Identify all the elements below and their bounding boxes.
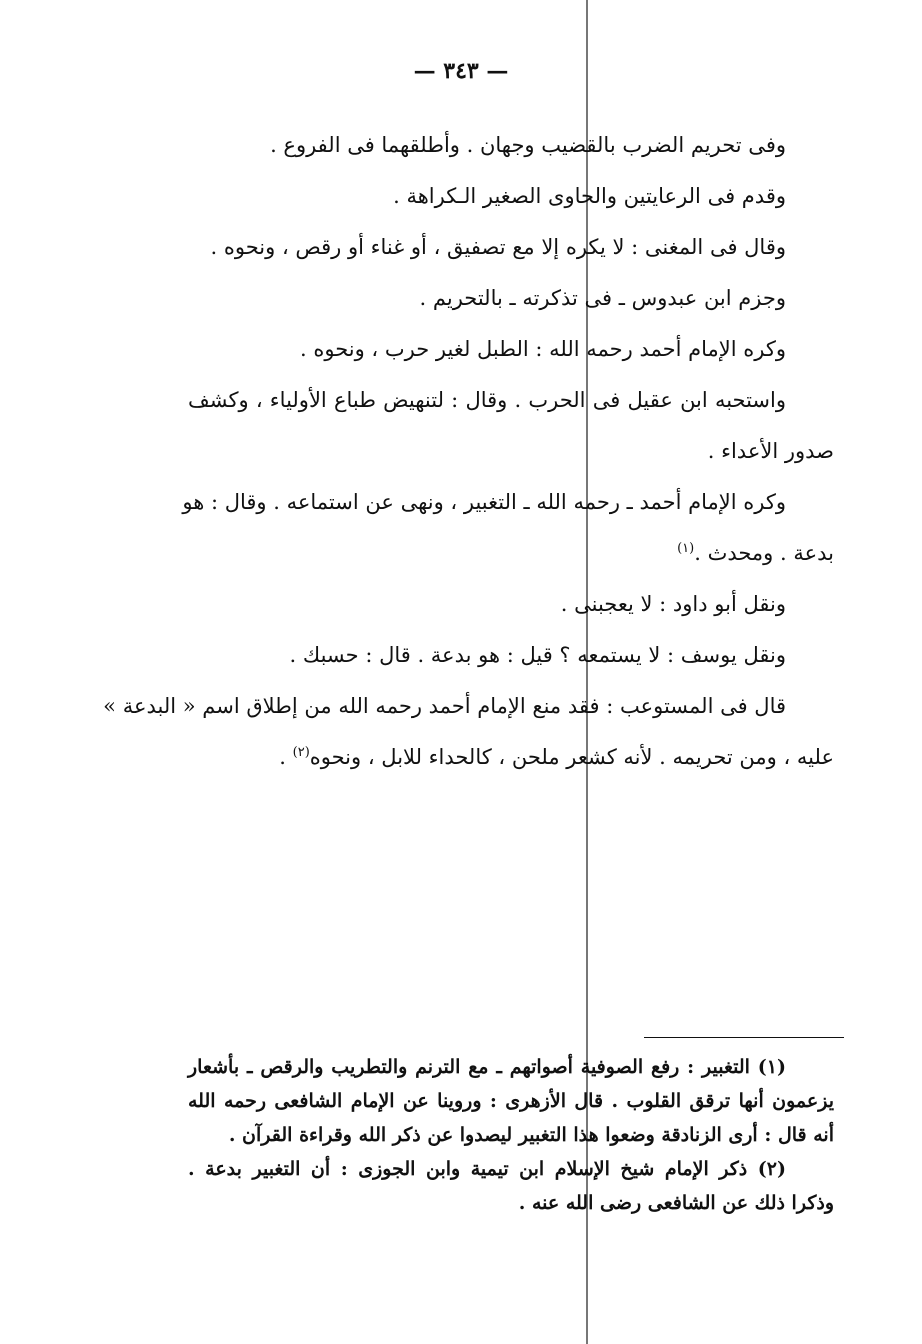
footnote-line: يزعمون أنها ترقق القلوب . قال الأزهرى : وروينا عن الإمام الشافعى رحمه الله — [188, 1090, 834, 1112]
text-segment: بدعة . ومحدث . — [694, 541, 834, 565]
text-line: واستحبه ابن عقيل فى الحرب . وقال : لتنهيض طباع الأولياء ، وكشف — [188, 388, 786, 412]
footnotes — [188, 1050, 834, 1220]
text-line: وفى تحريم الضرب بالقضيب وجهان . وأطلقهما فى الفروع . — [270, 133, 786, 157]
text-line: وكره الإمام أحمد ـ رحمه الله ـ التغبير ، ونهى عن استماعه . وقال : هو — [182, 490, 786, 514]
text-line: وكره الإمام أحمد رحمه الله : الطبل لغير حرب ، ونحوه . — [300, 337, 786, 361]
text-line: ونقل أبو داود : لا يعجبنى . — [560, 592, 786, 616]
text-line — [188, 732, 834, 783]
text-line: وجزم ابن عبدوس ـ فى تذكرته ـ بالتحريم . — [419, 286, 786, 310]
footnote-line: أنه قال : أرى الزنادقة وضعوا هذا التغبير ليصدوا عن ذكر الله وقراءة القرآن . — [228, 1124, 834, 1146]
text-line: صدور الأعداء . — [707, 439, 834, 463]
text-line: وقدم فى الرعايتين والحاوى الصغير الـكراهة . — [393, 184, 786, 208]
text-line: ونقل يوسف : لا يستمعه ؟ قيل : هو بدعة . قال : حسبك . — [289, 643, 786, 667]
main-text — [103, 120, 834, 783]
page-number: — ٣٤٣ — — [413, 58, 509, 84]
text-line: قال فى المستوعب : فقد منع الإمام أحمد رحمه الله من إطلاق اسم « البدعة » — [103, 694, 786, 718]
text-line — [188, 528, 834, 579]
footnote-line: (٢) ذكر الإمام شيخ الإسلام ابن تيمية وابن الجوزى : أن التغبير بدعة . — [188, 1158, 786, 1180]
footnote-ref-1: (١) — [677, 541, 695, 556]
footnote-line: وذكرا ذلك عن الشافعى رضى الله عنه . — [518, 1192, 834, 1214]
footnote-line: (١) التغبير : رفع الصوفية أصواتهم ـ مع الترنم والتطريب والرقص ـ بأشعار — [188, 1056, 786, 1078]
footnote-separator — [644, 1037, 844, 1038]
end-mark: . — [279, 745, 286, 769]
text-segment: عليه ، ومن تحريمه . لأنه كشعر ملحن ، كالحداء للابل ، ونحوه — [309, 745, 834, 769]
text-line: وقال فى المغنى : لا يكره إلا مع تصفيق ، أو غناء أو رقص ، ونحوه . — [210, 235, 786, 259]
footnote-ref-2: (٢) — [292, 745, 310, 760]
